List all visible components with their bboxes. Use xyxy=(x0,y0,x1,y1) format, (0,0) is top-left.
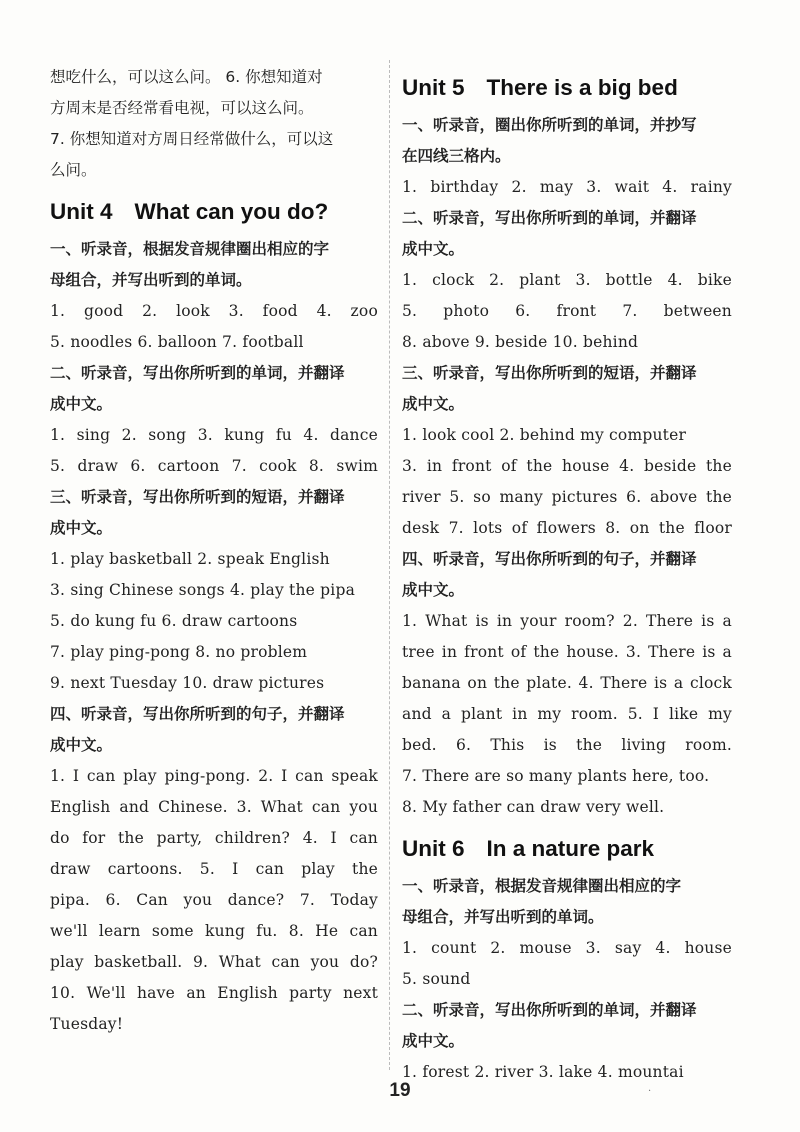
answer-line: 1. look cool 2. behind my computer xyxy=(402,426,687,444)
exercise-instruction: 在四线三格内。 xyxy=(402,147,511,165)
exercise-instruction: 四、听录音，写出你所听到的句子，并翻译 xyxy=(402,550,697,568)
body-text: 想吃什么，可以这么问。 6. 你想知道对 xyxy=(50,68,323,86)
unit-title: In a nature park xyxy=(486,836,655,861)
exercise-instruction: 成中文。 xyxy=(50,519,113,537)
exercise-instruction: 三、听录音，写出你所听到的短语，并翻译 xyxy=(402,364,697,382)
answer-line: pipa. 6. Can you dance? 7. Today xyxy=(50,891,378,909)
page-number: 19 xyxy=(389,1080,411,1101)
answer-line: 5. draw 6. cartoon 7. cook 8. swim xyxy=(50,457,378,475)
body-text: 方周末是否经常看电视，可以这么问。 xyxy=(50,99,314,117)
answer-line: tree in front of the house. 3. There is a xyxy=(402,643,732,661)
body-text: 么问。 xyxy=(50,161,97,179)
answer-line: 9. next Tuesday 10. draw pictures xyxy=(50,674,325,692)
exercise-instruction: 母组合，并写出听到的单词。 xyxy=(402,908,604,926)
answer-line: draw cartoons. 5. I can play the xyxy=(50,860,378,878)
answer-line: 1. birthday 2. may 3. wait 4. rainy xyxy=(402,178,732,196)
exercise-instruction: 三、听录音，写出你所听到的短语，并翻译 xyxy=(50,488,345,506)
exercise-instruction: 母组合，并写出听到的单词。 xyxy=(50,271,252,289)
answer-line: 1. What is in your room? 2. There is a xyxy=(402,612,732,630)
unit-heading xyxy=(402,827,732,871)
answer-line: English and Chinese. 3. What can you xyxy=(50,798,378,816)
answer-line: 1. clock 2. plant 3. bottle 4. bike xyxy=(402,271,732,289)
answer-line: banana on the plate. 4. There is a clock xyxy=(402,674,732,692)
exercise-instruction: 一、听录音，根据发音规律圈出相应的字 xyxy=(50,240,330,258)
answer-line: 5. noodles 6. balloon 7. football xyxy=(50,333,304,351)
answer-line: we'll learn some kung fu. 8. He can xyxy=(50,922,378,940)
answer-line: 10. We'll have an English party next xyxy=(50,984,378,1002)
answer-line: 3. in front of the house 4. beside the xyxy=(402,457,732,475)
exercise-instruction: 成中文。 xyxy=(50,736,113,754)
answer-line: 8. My father can draw very well. xyxy=(402,798,665,816)
left-column xyxy=(50,62,378,1040)
answer-line: 1. forest 2. river 3. lake 4. mountai xyxy=(402,1063,684,1081)
answer-line: 7. play ping-pong 8. no problem xyxy=(50,643,308,661)
column-divider xyxy=(389,60,390,1070)
unit-number: Unit 5 xyxy=(402,75,465,100)
body-text: 7. 你想知道对方周日经常做什么，可以这 xyxy=(50,130,334,148)
answer-line: river 5. so many pictures 6. above the xyxy=(402,488,732,506)
right-column xyxy=(402,62,732,1088)
answer-line: 8. above 9. beside 10. behind xyxy=(402,333,639,351)
answer-line: 5. sound xyxy=(402,970,471,988)
answer-line: and a plant in my room. 5. I like my xyxy=(402,705,732,723)
exercise-instruction: 一、听录音，根据发音规律圈出相应的字 xyxy=(402,877,682,895)
scan-mark: · xyxy=(648,1086,652,1097)
exercise-instruction: 成中文。 xyxy=(402,240,465,258)
answer-line: 5. do kung fu 6. draw cartoons xyxy=(50,612,298,630)
answer-line: 1. sing 2. song 3. kung fu 4. dance xyxy=(50,426,378,444)
unit-heading xyxy=(402,66,732,110)
answer-line: play basketball. 9. What can you do? xyxy=(50,953,378,971)
answer-line: 1. count 2. mouse 3. say 4. house xyxy=(402,939,732,957)
unit-number: Unit 6 xyxy=(402,836,465,861)
answer-line: do for the party, children? 4. I can xyxy=(50,829,378,847)
exercise-instruction: 成中文。 xyxy=(50,395,113,413)
exercise-instruction: 二、听录音，写出你所听到的单词，并翻译 xyxy=(50,364,345,382)
exercise-instruction: 二、听录音，写出你所听到的单词，并翻译 xyxy=(402,209,697,227)
answer-line: bed. 6. This is the living room. xyxy=(402,736,732,754)
exercise-instruction: 成中文。 xyxy=(402,1032,465,1050)
answer-line: 1. good 2. look 3. food 4. zoo xyxy=(50,302,378,320)
exercise-instruction: 一、听录音，圈出你所听到的单词，并抄写 xyxy=(402,116,697,134)
answer-line: 3. sing Chinese songs 4. play the pipa xyxy=(50,581,356,599)
unit-number: Unit 4 xyxy=(50,199,113,224)
answer-line: desk 7. lots of flowers 8. on the floor xyxy=(402,519,732,537)
unit-heading xyxy=(50,190,378,234)
exercise-instruction: 成中文。 xyxy=(402,581,465,599)
answer-line: 7. There are so many plants here, too. xyxy=(402,767,710,785)
answer-line: 5. photo 6. front 7. between xyxy=(402,302,732,320)
exercise-instruction: 成中文。 xyxy=(402,395,465,413)
answer-line: 1. play basketball 2. speak English xyxy=(50,550,330,568)
exercise-instruction: 二、听录音，写出你所听到的单词，并翻译 xyxy=(402,1001,697,1019)
unit-title: There is a big bed xyxy=(486,75,678,100)
answer-line: Tuesday! xyxy=(50,1015,124,1033)
answer-line: 1. I can play ping-pong. 2. I can speak xyxy=(50,767,378,785)
unit-title: What can you do? xyxy=(134,199,329,224)
exercise-instruction: 四、听录音，写出你所听到的句子，并翻译 xyxy=(50,705,345,723)
